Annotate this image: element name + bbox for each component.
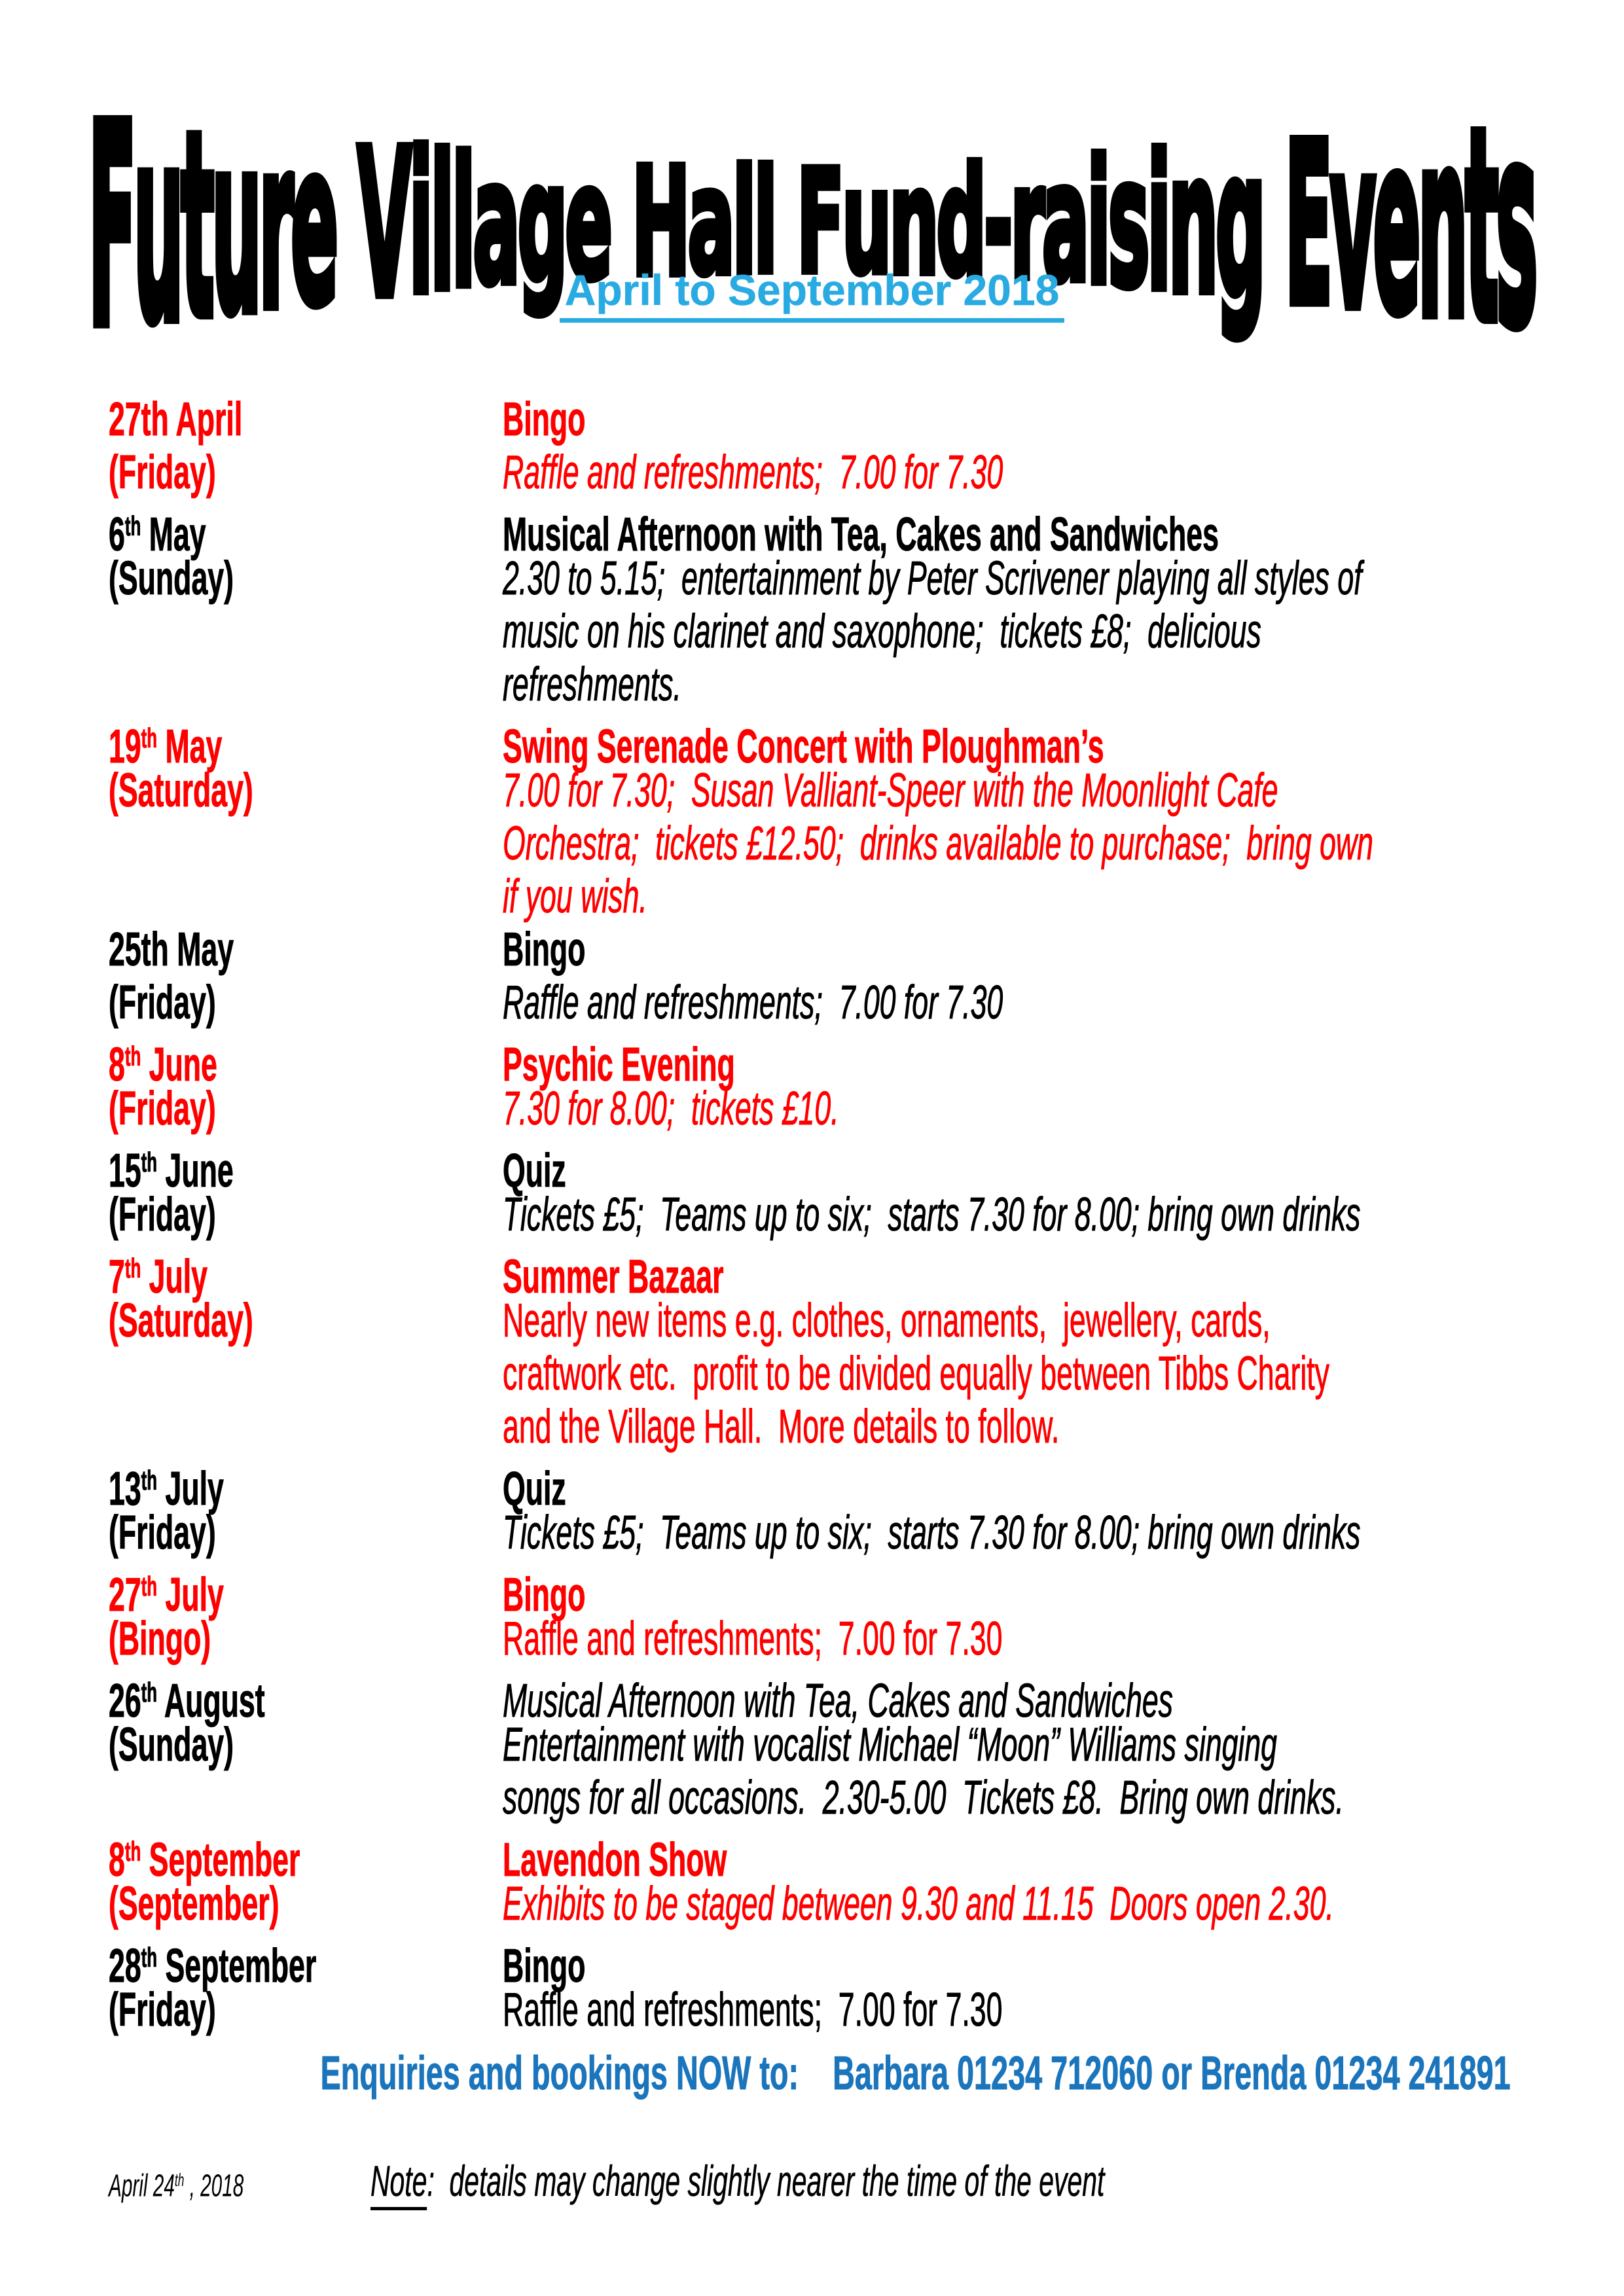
event-text-cell: [502, 924, 636, 976]
subtitle: April to September 2018: [560, 268, 1065, 323]
event-line: [97, 340, 1624, 446]
event-text-cell: [502, 1674, 1584, 1727]
event-text: and the Village Hall. More details to follow.: [502, 1401, 1060, 1453]
event-text-cell: [502, 1083, 1045, 1135]
event-date-text: 7th July: [108, 1250, 208, 1303]
event-text: Quiz: [502, 1462, 566, 1515]
footer-note-label: Note: [370, 2157, 427, 2210]
footer-note: [370, 2157, 1555, 2206]
event-text: Raffle and refreshments; 7.00 for 7.30: [502, 1984, 1003, 2036]
event-date-text: (Saturday): [108, 1295, 253, 1347]
event-text-cell: [502, 393, 636, 446]
event-text: 2.30 to 5.15; entertainment by Peter Scrivener playing all styles of: [502, 552, 1362, 605]
event-text: Tickets £5; Teams up to six; starts 7.30 for 8.00; bring own drinks: [502, 1189, 1361, 1241]
event-text-cell: [502, 817, 1624, 870]
event-text-cell: [502, 764, 1624, 817]
event-text-cell: [502, 1833, 864, 1886]
event-text-cell: [502, 870, 736, 923]
footer: [97, 2111, 1554, 2262]
event-text-cell: [502, 977, 1310, 1029]
event-date-cell: [109, 1984, 503, 2049]
event-date-text: (Friday): [108, 446, 216, 499]
event-text: Raffle and refreshments; 7.00 for 7.30: [502, 1613, 1003, 1665]
event-text: refreshments.: [502, 658, 681, 711]
event-date-text: (Friday): [108, 1083, 216, 1135]
event-text: songs for all occasions. 2.30-5.00 Tickets £8. Bring own drinks.: [502, 1772, 1344, 1824]
event-date-text: (Sunday): [108, 1719, 234, 1771]
event-text: Exhibits to be staged between 9.30 and 11.15 Doors open 2.30.: [502, 1878, 1334, 1930]
event-date-text: 27th July: [108, 1568, 224, 1621]
event-date-text: (Friday): [108, 1984, 216, 2036]
event-text-cell: [502, 1462, 605, 1515]
event-date-text: 25th May: [108, 924, 234, 976]
event-text: Raffle and refreshments; 7.00 for 7.30: [502, 446, 1003, 499]
event-text-cell: [502, 1939, 636, 1992]
event-text-cell: [502, 1984, 1308, 2036]
event-text: music on his clarinet and saxophone; tickets £8; delicious: [502, 605, 1261, 658]
event-text-cell: [502, 1038, 877, 1091]
footer-date-text: April 24: [108, 2168, 175, 2204]
event-text: Raffle and refreshments; 7.00 for 7.30: [502, 977, 1003, 1029]
event-text: Bingo: [502, 393, 586, 446]
subtitle-row: [0, 268, 1624, 323]
event-date-text: 27th April: [108, 393, 243, 446]
event-text-cell: [502, 1568, 636, 1621]
event-text-cell: [502, 720, 1473, 773]
event-text: Bingo: [502, 1939, 586, 1992]
event-text: craftwork etc. profit to be divided equally between Tibbs Charity: [502, 1348, 1329, 1400]
page-title: F u t u r e V i l l a g e H a l l F u n d - r a i s i n g E v e n t s: [88, 69, 1536, 388]
event-date-text: (Friday): [108, 1189, 216, 1241]
event-text-cell: [502, 1295, 1624, 1347]
event-text-cell: [502, 1878, 1624, 1930]
event-text-cell: [502, 1144, 605, 1197]
footer-date-year: , 2018: [184, 2168, 244, 2204]
event-text: Nearly new items e.g. clothes, ornaments, jewellery, cards,: [502, 1295, 1271, 1347]
event-date-text: 26th August: [108, 1674, 265, 1727]
events-list: [97, 340, 1624, 2036]
event-text: Quiz: [502, 1144, 566, 1197]
event-text-cell: [502, 1189, 1624, 1241]
event-date-text: (Friday): [108, 1507, 216, 1559]
event-text-cell: [502, 446, 1310, 499]
event-date-text: 15th June: [108, 1144, 234, 1197]
event-text: Bingo: [502, 924, 586, 976]
event-text: Lavendon Show: [502, 1833, 727, 1886]
footer-date: [109, 2157, 370, 2216]
event-date-text: (Bingo): [108, 1613, 211, 1665]
event-text-cell: [502, 658, 791, 711]
event-text-cell: [502, 1772, 1624, 1824]
event-text-cell: [502, 1507, 1624, 1559]
event-text: if you wish.: [502, 870, 647, 923]
event-text-cell: [502, 1719, 1624, 1771]
event-text: Swing Serenade Concert with Ploughman’s: [502, 720, 1104, 773]
enquiries-text: Enquiries and bookings NOW to: Barbara 01234 712060 or Brenda 01234 241891: [320, 2047, 1511, 2100]
footer-date-ordinal: th: [174, 2170, 185, 2190]
event-text-cell: [502, 1401, 1400, 1453]
event-date-text: 19th May: [108, 720, 223, 773]
event-text-cell: [502, 605, 1624, 658]
event-text-cell: [502, 508, 1624, 561]
event-text: Summer Bazaar: [502, 1250, 724, 1303]
footer-note-separator: :: [427, 2157, 450, 2206]
event-text: Musical Afternoon with Tea, Cakes and Sandwiches: [502, 1674, 1173, 1727]
event-text: 7.30 for 8.00; tickets £10.: [502, 1083, 839, 1135]
event-date-text: 6th May: [108, 508, 206, 561]
event-date-text: 28th September: [108, 1939, 316, 1992]
enquiries-line: [0, 2047, 1624, 2110]
event-text: Tickets £5; Teams up to six; starts 7.30 for 8.00; bring own drinks: [502, 1507, 1361, 1559]
event-date-text: 8th September: [108, 1833, 300, 1886]
event-text: Orchestra; tickets £12.50; drinks available to purchase; bring own: [502, 817, 1373, 870]
event-text-cell: [502, 1348, 1624, 1400]
event-text-cell: [502, 552, 1624, 605]
event-text: 7.00 for 7.30; Susan Valliant-Speer with the Moonlight Cafe: [502, 764, 1278, 817]
event-text: Bingo: [502, 1568, 586, 1621]
event-text: Psychic Evening: [502, 1038, 735, 1091]
event-text-cell: [502, 1250, 859, 1303]
event-date-text: (Saturday): [108, 764, 253, 817]
event-text-cell: [502, 1613, 1308, 1665]
event-date-text: (Sunday): [108, 552, 234, 605]
event-date-text: 13th July: [108, 1462, 224, 1515]
event-date-text: (Friday): [108, 977, 216, 1029]
event-date-text: (September): [108, 1878, 280, 1930]
event-text: Musical Afternoon with Tea, Cakes and Sandwiches: [502, 508, 1219, 561]
event-text: Entertainment with vocalist Michael “Moon” Williams singing: [502, 1719, 1277, 1771]
event-date-text: 8th June: [108, 1038, 217, 1091]
footer-note-text: details may change slightly nearer the time of the event: [449, 2157, 1105, 2206]
